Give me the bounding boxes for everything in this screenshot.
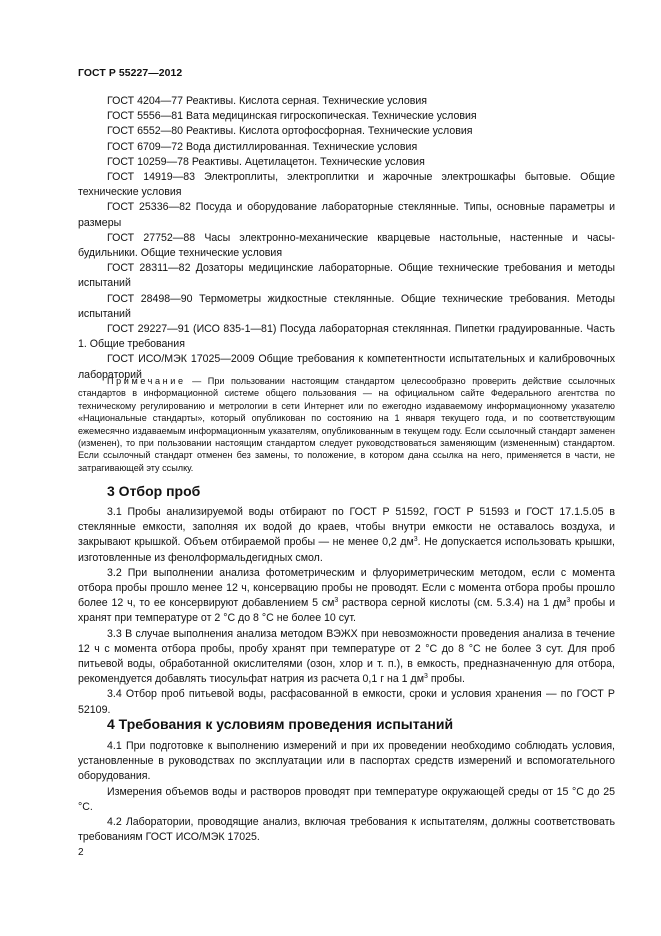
clause-text: пробы и хранят при температуре от 2 °С до 8 °С не более 10 сут. <box>78 597 616 625</box>
note-block <box>78 375 615 474</box>
reference-item: ГОСТ ИСО/МЭК 17025—2009 Общие требования к компетентности испытательных и калибровочных лабораторий <box>78 353 615 381</box>
note-paragraph <box>78 375 615 474</box>
clause-text: 3.3 В случае выполнения анализа методом ВЭЖХ при невозможности проведения анализа в течение 12 ч с момента отбора пробы, пробу хранят при температуре от 2 °С до 8 °С не более 3 сут. Для проб питьевой воды, обработанной окислителями (озон, хлор и т. п.), в емкость, предназначенную для отбора, рекомендуется добавлять тиосульфат натрия из расчета 0,1 г на 1 дм <box>78 627 615 686</box>
superscript: 3 <box>566 597 571 605</box>
superscript: 3 <box>334 597 339 605</box>
clause-text: 3.1 Пробы анализируемой воды отбирают по ГОСТ Р 51592, ГОСТ Р 51593 и ГОСТ 17.1.5.05 в стеклянные емкости, заполняя их водой до краев, чтобы внутри емкости не оставалось воздуха, и закрывают крышкой. Объем отбираемой пробы — не менее 0,2 дм <box>78 506 615 549</box>
superscript: 3 <box>423 673 428 681</box>
reference-item: ГОСТ 6552—80 Реактивы. Кислота ортофосфорная. Технические условия <box>107 125 473 138</box>
document-header: ГОСТ Р 55227—2012 <box>78 68 183 79</box>
reference-item: ГОСТ 25336—82 Посуда и оборудование лабораторные стеклянные. Типы, основные параметры и размеры <box>78 201 615 229</box>
reference-item: ГОСТ 10259—78 Реактивы. Ацетилацетон. Технические условия <box>107 155 425 168</box>
section-4-body <box>78 739 615 845</box>
reference-item: ГОСТ 4204—77 Реактивы. Кислота серная. Технические условия <box>107 95 428 107</box>
clause-text: . Не допускается использовать крышки, изготовленные из фенолформальдегидных смол. <box>78 536 615 564</box>
section-4-heading: 4 Требования к условиям проведения испытаний <box>107 716 454 732</box>
reference-item: ГОСТ 27752—88 Часы электронно-механические кварцевые настольные, настенные и часы-будильники. Общие технические условия <box>78 231 615 260</box>
clause-text: раствора серной кислоты (см. 5.3.4) на 1 дм <box>338 597 567 610</box>
note-text: — При пользовании настоящим стандартом целесообразно проверить действие ссылочных стандартов в информационной системе общего пользования — на официальном сайте Федерального агентства по техническому регулированию и метрологии в сети Интернет или по ежегодно издаваемому информационному указателю «Национальные стандарты», который опубликован по состоянию на 1 января текущего года, и по соответствующим ежемесячно издаваемым информационным указателям, опубликованным в текущем году. Если ссылочный стандарт заменен (изменен), то при пользовании настоящим стандартом следует руководствоваться заменяющим (измененным) стандартом. Если ссылочный стандарт отменен без замены, то положение, в котором дана ссылка на него, применяется в части, не затрагивающей эту ссылку. <box>78 376 615 473</box>
clause-text: пробы. <box>427 673 465 686</box>
reference-item: ГОСТ 14919—83 Электроплиты, электроплитки и жарочные электрошкафы бытовые. Общие технические условия <box>78 171 615 199</box>
reference-item: ГОСТ 5556—81 Вата медицинская гигроскопическая. Технические условия <box>107 110 477 123</box>
clause-3-3 <box>78 627 615 688</box>
normative-references-list <box>78 94 615 383</box>
page-number: 2 <box>78 847 84 858</box>
clause-3-4: 3.4 Отбор проб питьевой воды, расфасованной в емкости, сроки и условия хранения — по ГОСТ Р 52109. <box>78 688 615 716</box>
reference-item: ГОСТ 29227—91 (ИСО 835-1—81) Посуда лабораторная стеклянная. Пипетки градуированные. Часть 1. Общие требования <box>78 323 615 351</box>
clause-4-2: 4.2 Лаборатории, проводящие анализ, включая требования к испытателям, должны соответствовать требованиям ГОСТ ИСО/МЭК 17025. <box>78 816 615 844</box>
superscript: 3 <box>413 536 418 544</box>
reference-item: ГОСТ 28311—82 Дозаторы медицинские лабораторные. Общие технические требования и методы испытаний <box>78 262 615 290</box>
note-label: Примечание <box>107 376 186 386</box>
clause-4-1-continued: Измерения объемов воды и растворов проводят при температуре окружающей среды от 15 °С до 25 °С. <box>78 785 615 813</box>
clause-text: 3.2 При выполнении анализа фотометрическим и флуориметрическим методом, если с момента отбора пробы прошло менее 12 ч, консервацию пробы не проводят. Если с момента отбора пробы прошло более 12 ч, то ее консервируют добавлением 5 см <box>78 566 615 610</box>
clause-4-1: 4.1 При подготовке к выполнению измерений и при их проведении необходимо соблюдать условия, установленные в руководствах по эксплуатации или в паспортах средств измерений и вспомогательного оборудования. <box>78 740 615 783</box>
section-3-heading: 3 Отбор проб <box>107 483 201 499</box>
clause-3-2 <box>78 566 615 627</box>
section-3-body <box>78 505 615 718</box>
reference-item: ГОСТ 28498—90 Термометры жидкостные стеклянные. Общие технические требования. Методы испытаний <box>78 292 615 320</box>
clause-3-1 <box>78 505 615 566</box>
reference-item: ГОСТ 6709—72 Вода дистиллированная. Технические условия <box>107 140 418 153</box>
